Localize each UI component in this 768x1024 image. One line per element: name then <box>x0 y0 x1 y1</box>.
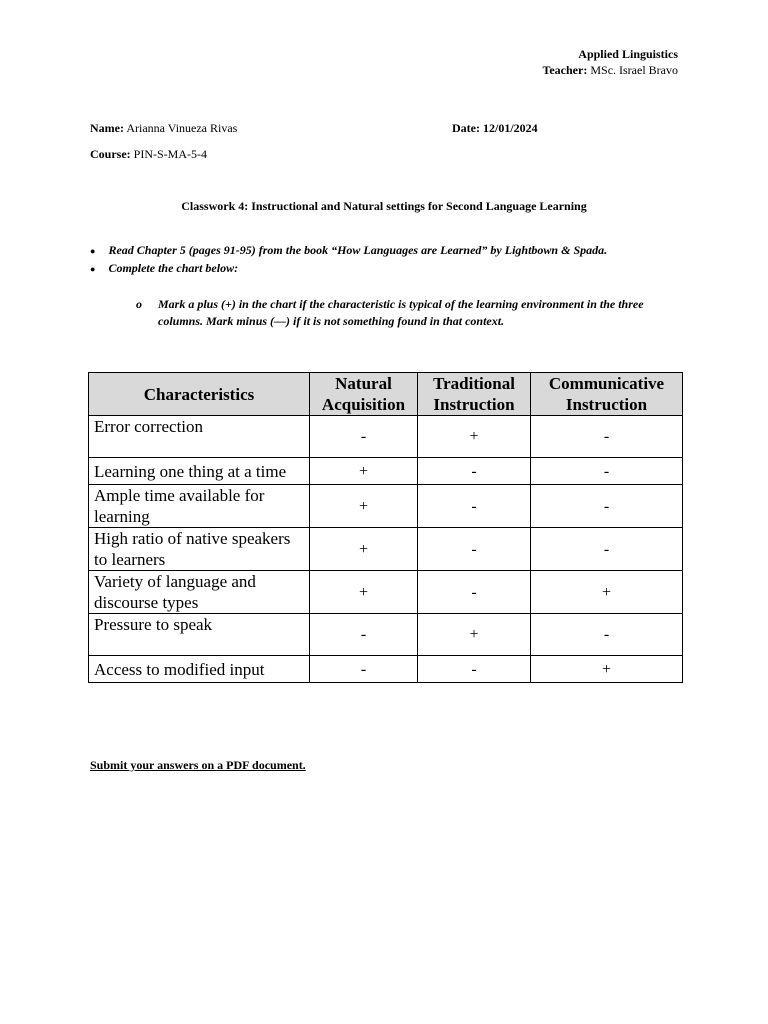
sub-instruction <box>158 296 718 330</box>
sub-bullet-icon: o <box>136 297 142 311</box>
course-line <box>90 146 207 162</box>
teacher-line <box>542 62 678 78</box>
table-row <box>89 458 683 485</box>
table-header-row <box>89 373 683 416</box>
instruction-item <box>90 260 238 277</box>
header-natural-acquisition: Natural Acquisition <box>310 373 418 416</box>
document-title: Classwork 4: Instructional and Natural settings for Second Language Learning <box>181 199 587 213</box>
sub-instruction-line: columns. Mark minus (—) if it is not something found in that context. <box>158 314 505 328</box>
sub-instruction-line: Mark a plus (+) in the chart if the characteristic is typical of the learning environment in the three <box>158 297 644 311</box>
communicative-cell: + <box>531 656 683 683</box>
characteristic-cell: Access to modified input <box>89 656 310 683</box>
bullet-icon: ● <box>90 264 96 274</box>
communicative-cell: - <box>531 416 683 458</box>
course-label: Course: <box>90 147 131 161</box>
header-communicative-instruction: Communicative Instruction <box>531 373 683 416</box>
traditional-cell: + <box>418 416 531 458</box>
characteristics-table <box>88 372 683 683</box>
characteristic-cell: High ratio of native speakers to learners <box>89 528 310 571</box>
characteristic-cell: Variety of language and discourse types <box>89 571 310 614</box>
name-label: Name: <box>90 121 124 135</box>
communicative-cell: + <box>531 571 683 614</box>
natural-cell: - <box>310 656 418 683</box>
communicative-cell: - <box>531 458 683 485</box>
table-row <box>89 614 683 656</box>
characteristic-cell: Ample time available for learning <box>89 485 310 528</box>
communicative-cell: - <box>531 528 683 571</box>
communicative-cell: - <box>531 614 683 656</box>
natural-cell: + <box>310 458 418 485</box>
natural-cell: - <box>310 416 418 458</box>
submit-note: Submit your answers on a PDF document. <box>90 758 306 772</box>
table-row <box>89 656 683 683</box>
characteristic-cell: Error correction <box>89 416 310 458</box>
bullet-icon: ● <box>90 246 96 256</box>
teacher-label: Teacher: <box>542 63 588 77</box>
natural-cell: - <box>310 614 418 656</box>
course-title: Applied Linguistics <box>578 47 678 61</box>
table-row <box>89 571 683 614</box>
instruction-item <box>90 242 607 259</box>
name-value: Arianna Vinueza Rivas <box>123 121 238 135</box>
course-value: PIN-S-MA-5-4 <box>130 147 208 161</box>
traditional-cell: - <box>418 571 531 614</box>
traditional-cell: - <box>418 656 531 683</box>
instruction-text: Complete the chart below: <box>108 261 239 275</box>
header-characteristics: Characteristics <box>89 373 310 416</box>
natural-cell: + <box>310 528 418 571</box>
name-line <box>90 120 237 136</box>
table-row <box>89 528 683 571</box>
natural-cell: + <box>310 485 418 528</box>
communicative-cell: - <box>531 485 683 528</box>
traditional-cell: - <box>418 528 531 571</box>
natural-cell: + <box>310 571 418 614</box>
instruction-text: Read Chapter 5 (pages 91-95) from the book “How Languages are Learned” by Lightbown & Spada. <box>108 243 608 257</box>
traditional-cell: - <box>418 458 531 485</box>
date-line: Date: 12/01/2024 <box>452 121 538 135</box>
table-row <box>89 416 683 458</box>
teacher-value: MSc. Israel Bravo <box>587 63 678 77</box>
traditional-cell: - <box>418 485 531 528</box>
characteristic-cell: Learning one thing at a time <box>89 458 310 485</box>
table-row <box>89 485 683 528</box>
header-traditional-instruction: Traditional Instruction <box>418 373 531 416</box>
traditional-cell: + <box>418 614 531 656</box>
characteristic-cell: Pressure to speak <box>89 614 310 656</box>
